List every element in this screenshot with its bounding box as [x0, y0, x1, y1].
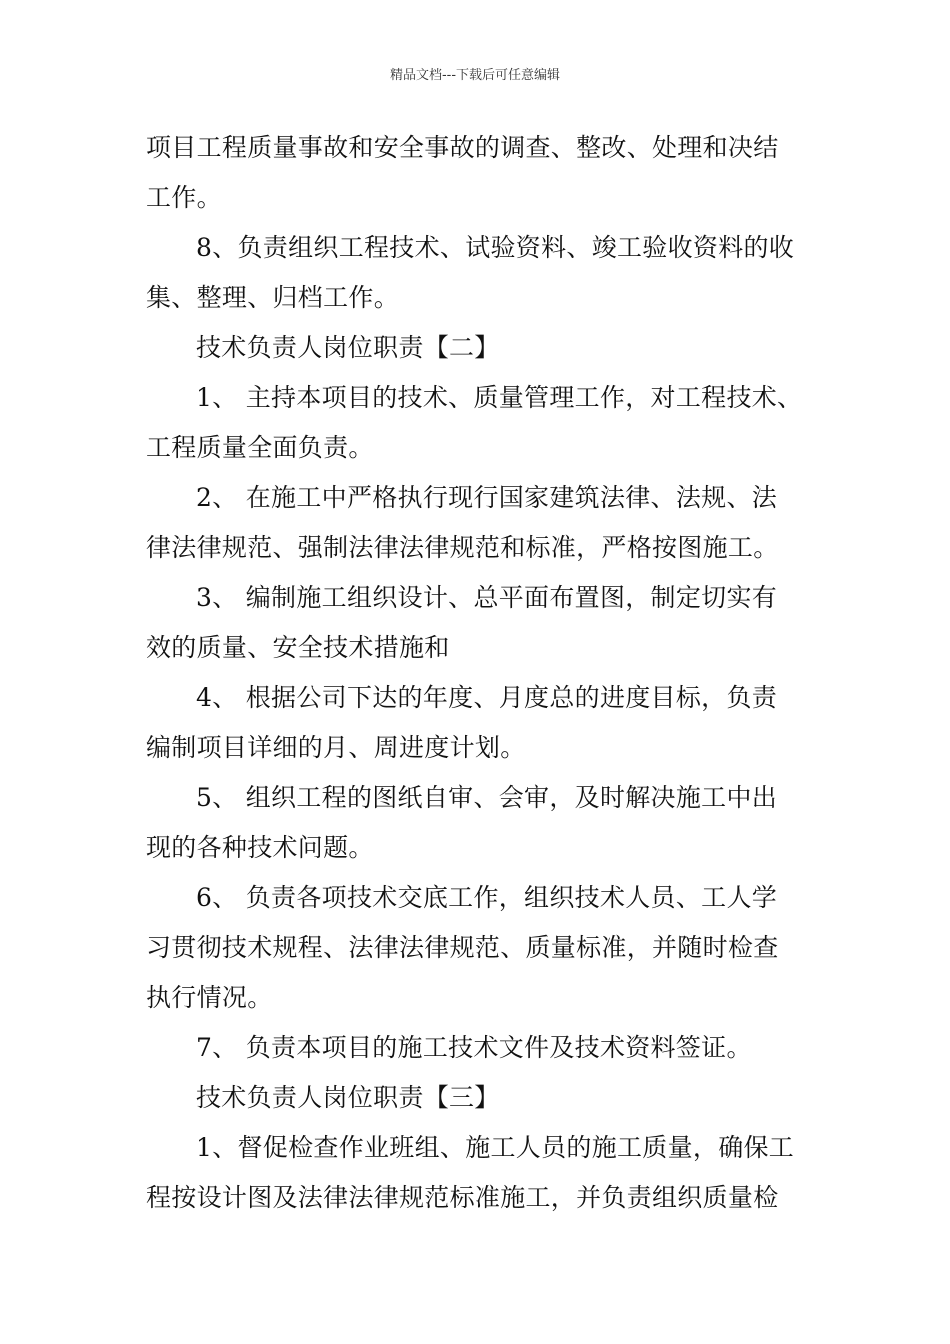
text-line: 现的各种技术问题。 [146, 833, 374, 862]
text-line: 律法律规范、强制法律法律规范和标准，严格按图施工。 [146, 533, 779, 562]
section-heading: 技术负责人岗位职责【三】 [196, 1083, 500, 1112]
text-line: 1、督促检查作业班组、施工人员的施工质量，确保工 [196, 1133, 795, 1162]
text-line: 5、 组织工程的图纸自审、会审，及时解决施工中出 [196, 783, 778, 812]
text-line: 习贯彻技术规程、法律法律规范、质量标准，并随时检查 [146, 933, 779, 962]
text-line: 项目工程质量事故和安全事故的调查、整改、处理和决结 [146, 133, 779, 162]
text-line: 执行情况。 [146, 983, 273, 1012]
text-line: 编制项目详细的月、周进度计划。 [146, 733, 526, 762]
text-line: 效的质量、安全技术措施和 [146, 633, 450, 662]
text-line: 3、 编制施工组织设计、总平面布置图，制定切实有 [196, 583, 778, 612]
text-line: 工作。 [146, 183, 222, 212]
text-line: 7、 负责本项目的施工技术文件及技术资料签证。 [196, 1033, 752, 1062]
text-line: 4、 根据公司下达的年度、月度总的进度目标，负责 [196, 683, 778, 712]
text-line: 工程质量全面负责。 [146, 433, 374, 462]
page-header: 精品文档---下载后可任意编辑 [389, 68, 561, 83]
text-line: 集、整理、归档工作。 [146, 283, 400, 312]
section-heading: 技术负责人岗位职责【二】 [196, 333, 500, 362]
text-line: 程按设计图及法律法律规范标准施工，并负责组织质量检 [146, 1183, 779, 1212]
text-line: 1、 主持本项目的技术、质量管理工作，对工程技术、 [196, 383, 803, 412]
text-line: 2、 在施工中严格执行现行国家建筑法律、法规、法 [196, 483, 778, 512]
text-line: 8、负责组织工程技术、试验资料、竣工验收资料的收 [196, 233, 795, 262]
text-line: 6、 负责各项技术交底工作，组织技术人员、工人学 [196, 883, 778, 912]
